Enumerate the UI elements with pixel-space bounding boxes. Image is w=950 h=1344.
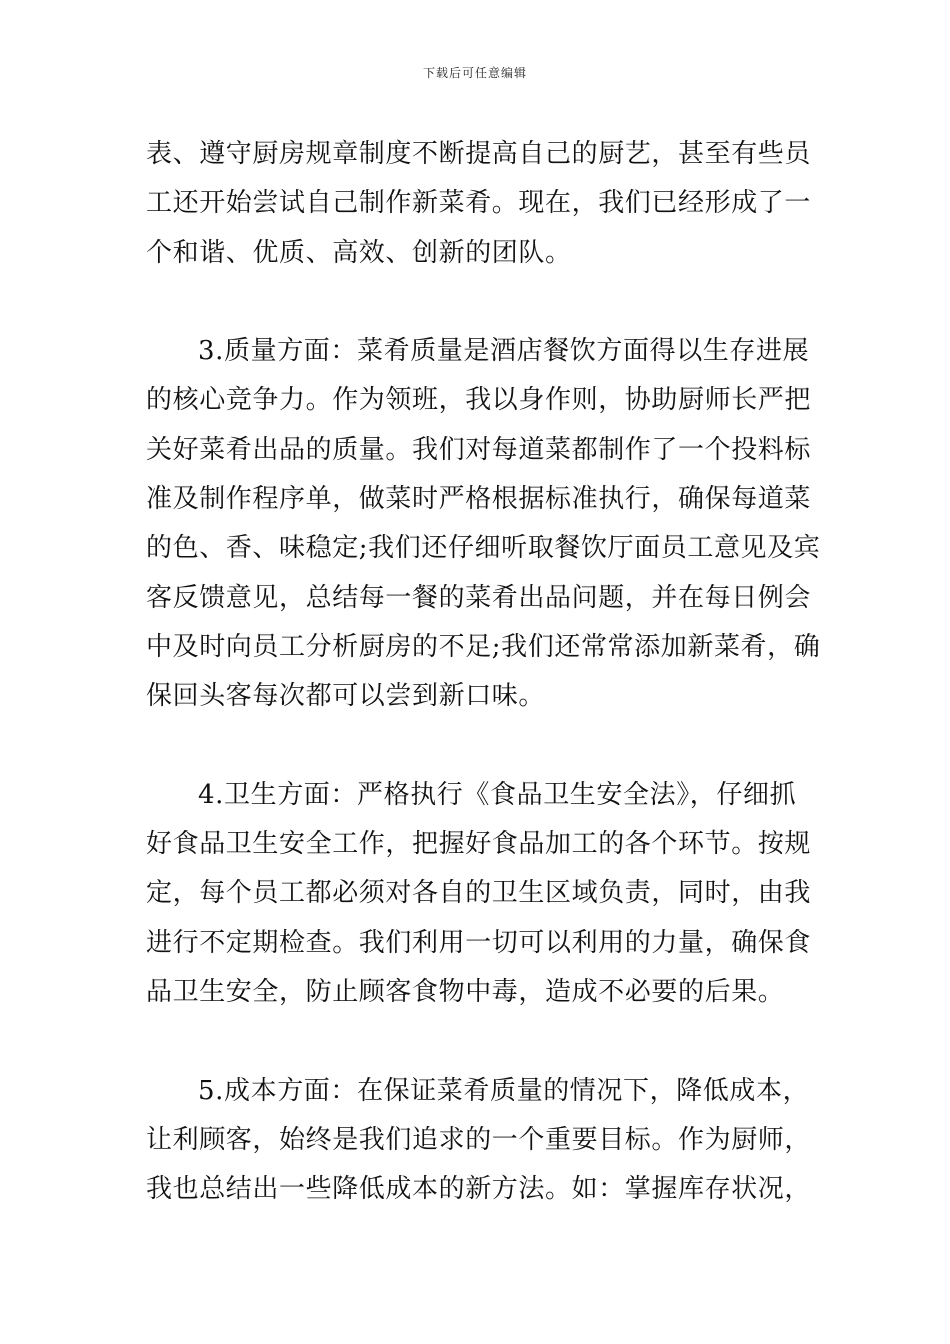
text-line: 品卫生安全，防止顾客食物中毒，造成不必要的后果。 [146, 977, 785, 1008]
text-line: 关好菜肴出品的质量。我们对每道菜都制作了一个投料标 [146, 434, 812, 465]
document-body [146, 130, 821, 1215]
text-line: 5.成本方面：在保证菜肴质量的情况下，降低成本， [198, 1075, 810, 1106]
text-line: 让利顾客，始终是我们追求的一个重要目标。作为厨师， [146, 1124, 812, 1155]
text-line: 中及时向员工分析厨房的不足;我们还常常添加新菜肴，确 [146, 631, 821, 662]
text-line: 保回头客每次都可以尝到新口味。 [146, 681, 546, 712]
paragraph-hygiene [146, 771, 814, 1017]
text-line: 的色、香、味稳定;我们还仔细听取餐饮厅面员工意见及宾 [146, 533, 821, 564]
text-line: 工还开始尝试自己制作新菜肴。现在，我们已经形成了一 [146, 188, 812, 219]
paragraph-spacer [146, 722, 814, 771]
text-line: 好食品卫生安全工作，把握好食品加工的各个环节。按规 [146, 829, 812, 860]
text-line: 的核心竞争力。作为领班，我以身作则，协助厨师长严把 [146, 385, 812, 416]
paragraph-cost [146, 1067, 814, 1215]
page-header: 下载后可任意编辑 [422, 66, 527, 80]
text-line: 准及制作程序单，做菜时严格根据标准执行，确保每道菜 [146, 484, 812, 515]
text-line: 进行不定期检查。我们利用一切可以利用的力量，确保食 [146, 927, 812, 958]
text-line: 3.质量方面：菜肴质量是酒店餐饮方面得以生存进展 [198, 336, 810, 367]
text-line: 4.卫生方面：严格执行《食品卫生安全法》，仔细抓 [198, 779, 797, 810]
text-line: 客反馈意见，总结每一餐的菜肴出品问题，并在每日例会 [146, 582, 812, 613]
paragraph-spacer [146, 1017, 814, 1066]
text-line: 我也总结出一些降低成本的新方法。如：掌握库存状况， [146, 1174, 812, 1205]
text-line: 表、遵守厨房规章制度不断提高自己的厨艺，甚至有些员 [146, 139, 812, 169]
text-line: 个和谐、优质、高效、创新的团队。 [146, 237, 572, 268]
paragraph-spacer [146, 278, 814, 327]
paragraph-quality [146, 327, 821, 721]
text-line: 定，每个员工都必须对各自的卫生区域负责，同时，由我 [146, 878, 812, 909]
paragraph-team [146, 130, 814, 278]
